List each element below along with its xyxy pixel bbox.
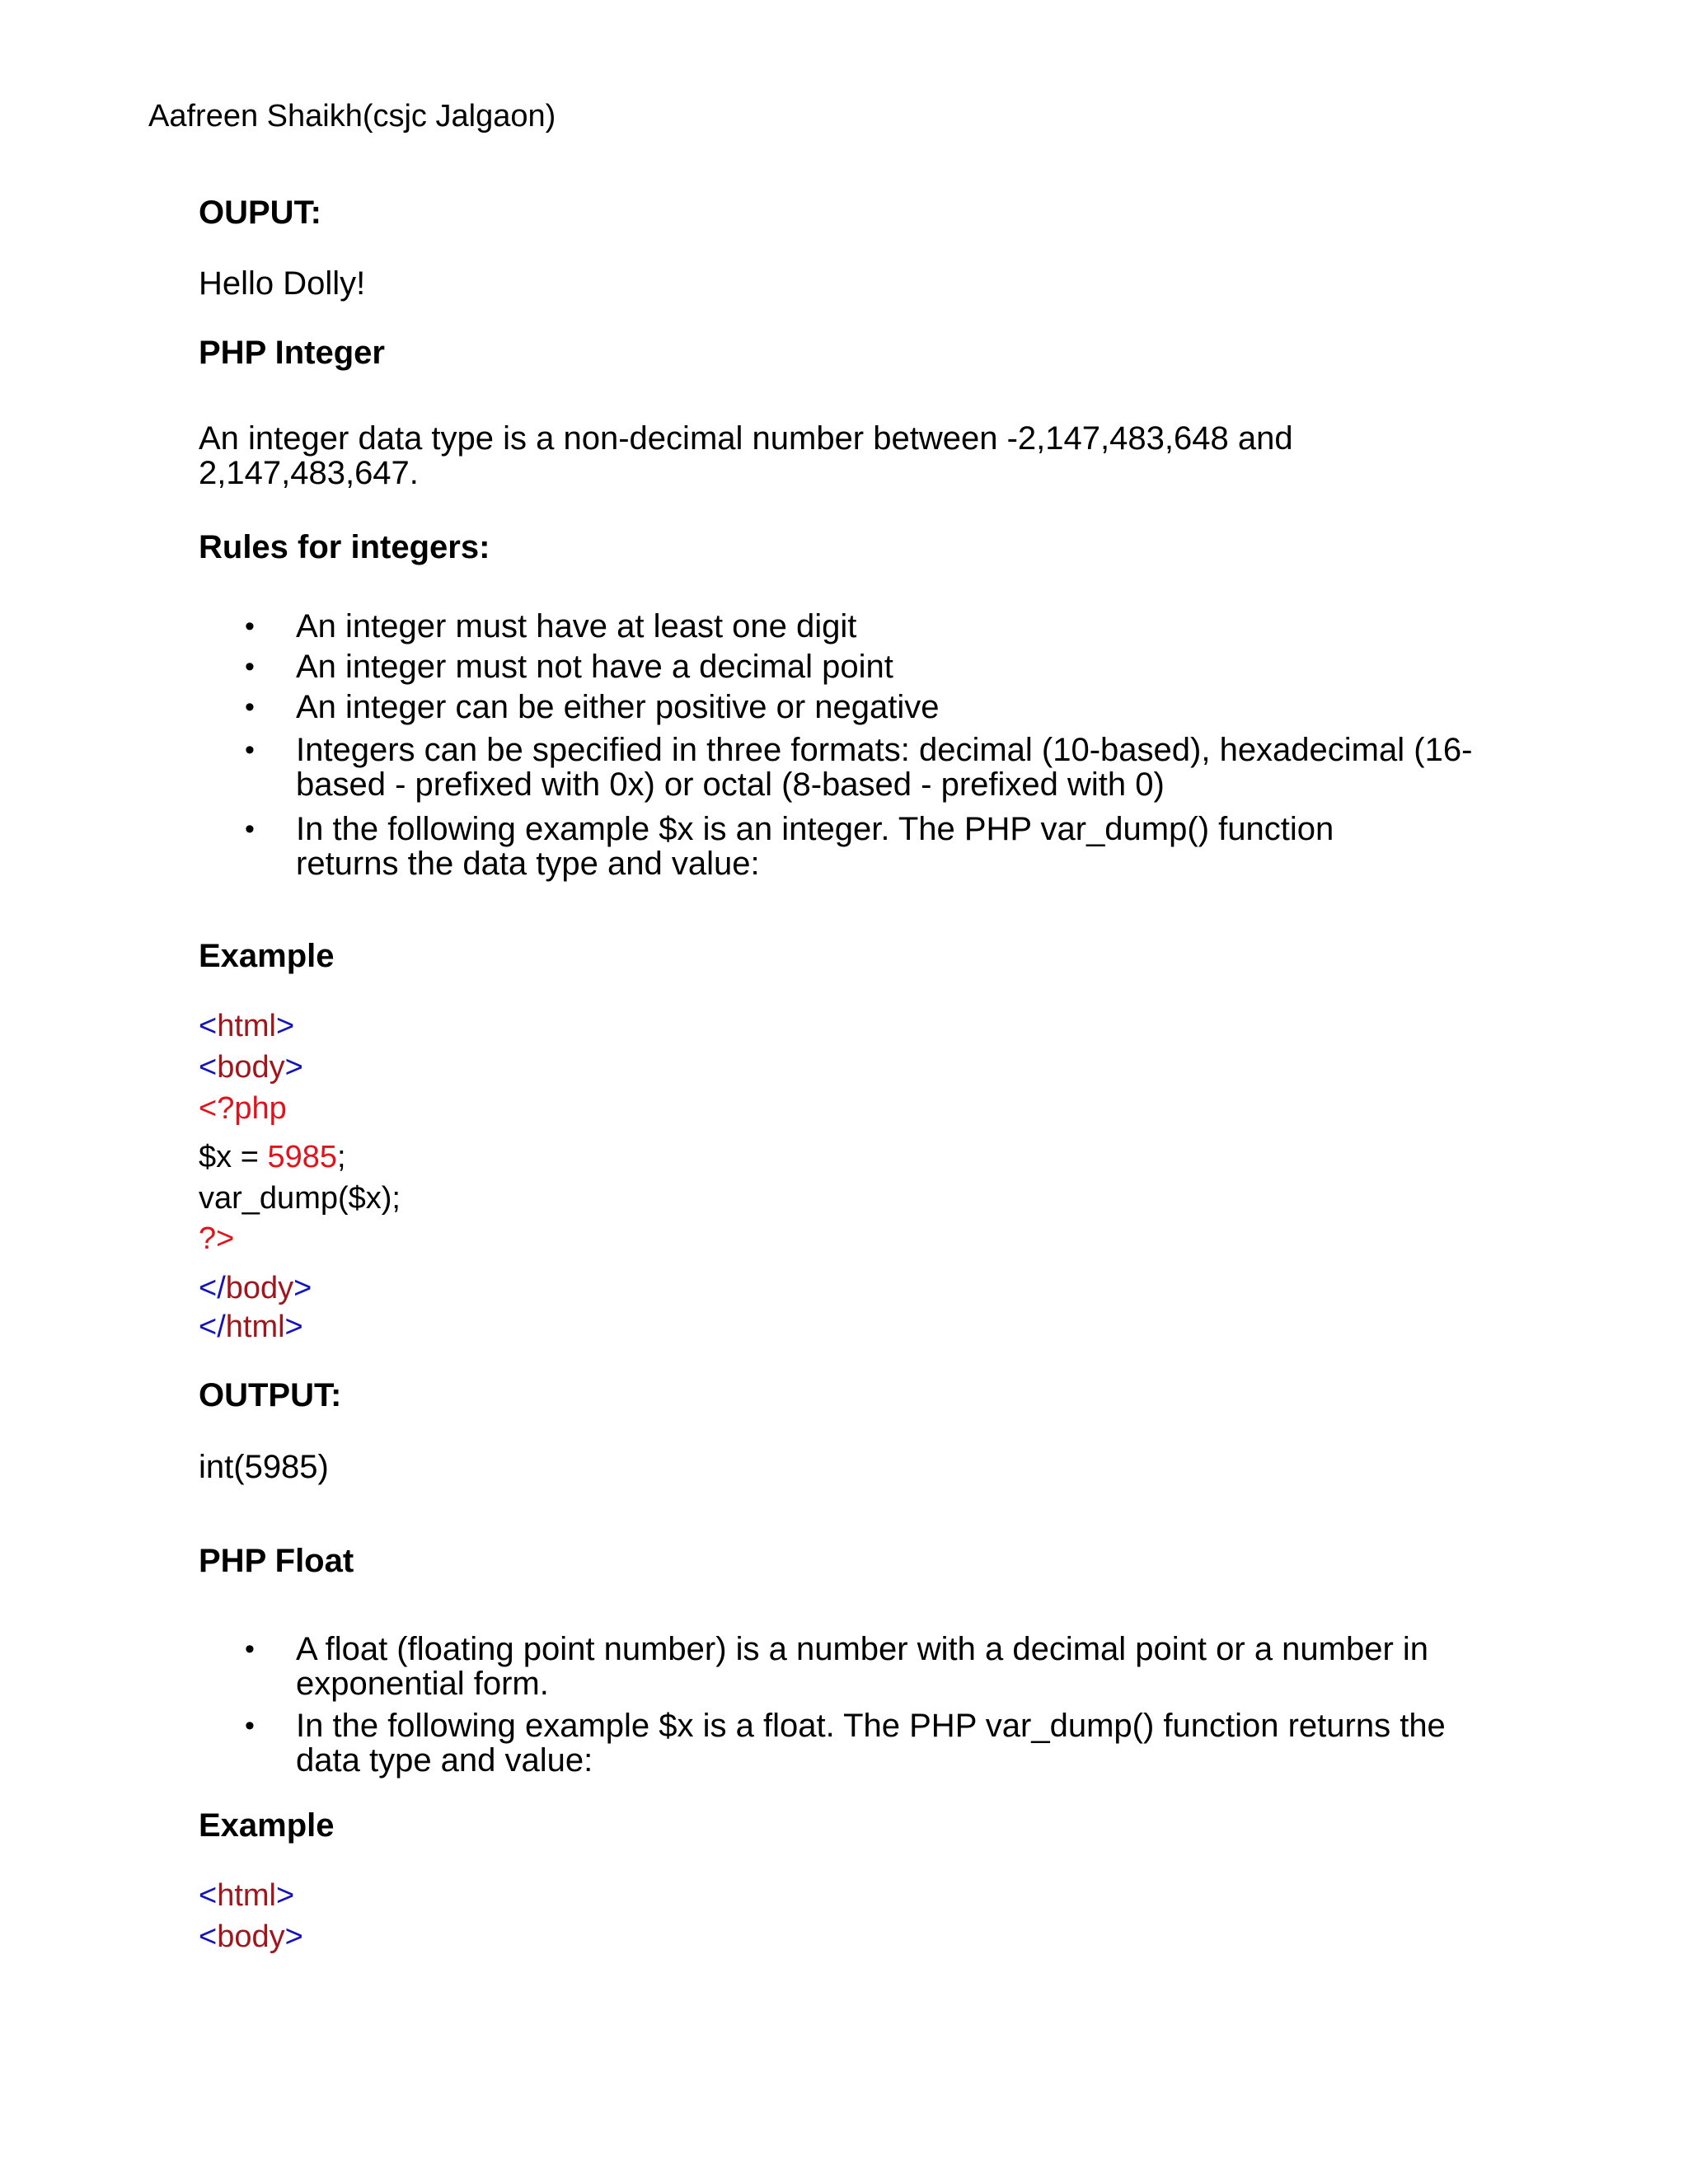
- code-line-html-close: </html>: [199, 1310, 303, 1344]
- code-line-assignment: $x = 5985;: [199, 1140, 346, 1174]
- list-item-text: In the following example $x is a float. The PHP var_dump() function returns the: [296, 1708, 1446, 1744]
- list-item-text: An integer can be either positive or negative: [296, 689, 940, 725]
- list-item-text-continued: based - prefixed with 0x) or octal (8-based - prefixed with 0): [296, 766, 1165, 803]
- list-item-text-continued: exponential form.: [296, 1666, 549, 1702]
- code-line-html-open: <html>: [199, 1878, 295, 1913]
- integer-output-value: int(5985): [199, 1449, 329, 1485]
- float-example-heading: Example: [199, 1807, 335, 1844]
- float-heading: PHP Float: [199, 1543, 354, 1579]
- code-line-body-open: <body>: [199, 1919, 303, 1954]
- list-item-text: In the following example $x is an integer. The PHP var_dump() function: [296, 811, 1334, 847]
- bullet-icon: •: [245, 1710, 255, 1741]
- list-item-text: An integer must not have a decimal point: [296, 649, 893, 685]
- code-line-body-open: <body>: [199, 1050, 303, 1085]
- integer-example-heading: Example: [199, 938, 335, 974]
- output-value: Hello Dolly!: [199, 265, 366, 302]
- bullet-icon: •: [245, 734, 255, 766]
- integer-rules-heading: Rules for integers:: [199, 529, 490, 565]
- list-item-text: Integers can be specified in three formats: decimal (10-based), hexadecimal (16-: [296, 732, 1473, 768]
- code-line-body-close: </body>: [199, 1271, 312, 1305]
- list-item-text: An integer must have at least one digit: [296, 608, 857, 644]
- bullet-icon: •: [245, 611, 255, 642]
- integer-heading: PHP Integer: [199, 335, 385, 371]
- bullet-icon: •: [245, 813, 255, 845]
- bullet-icon: •: [245, 651, 255, 682]
- bullet-icon: •: [245, 691, 255, 723]
- list-item-text: A float (floating point number) is a number with a decimal point or a number in: [296, 1631, 1429, 1667]
- integer-output-heading: OUTPUT:: [199, 1377, 342, 1413]
- integer-description-line1: An integer data type is a non-decimal number between -2,147,483,648 and: [199, 420, 1293, 457]
- code-line-php-open: <?php: [199, 1091, 287, 1126]
- page-header-author: Aafreen Shaikh(csjc Jalgaon): [148, 99, 556, 134]
- output-heading: OUPUT:: [199, 194, 321, 231]
- bullet-icon: •: [245, 1633, 255, 1665]
- code-line-php-close: ?>: [199, 1221, 235, 1256]
- code-line-var-dump: var_dump($x);: [199, 1181, 401, 1216]
- list-item-text-continued: data type and value:: [296, 1742, 593, 1779]
- integer-description-line2: 2,147,483,647.: [199, 455, 419, 491]
- code-line-html-open: <html>: [199, 1009, 295, 1043]
- list-item-text-continued: returns the data type and value:: [296, 846, 760, 882]
